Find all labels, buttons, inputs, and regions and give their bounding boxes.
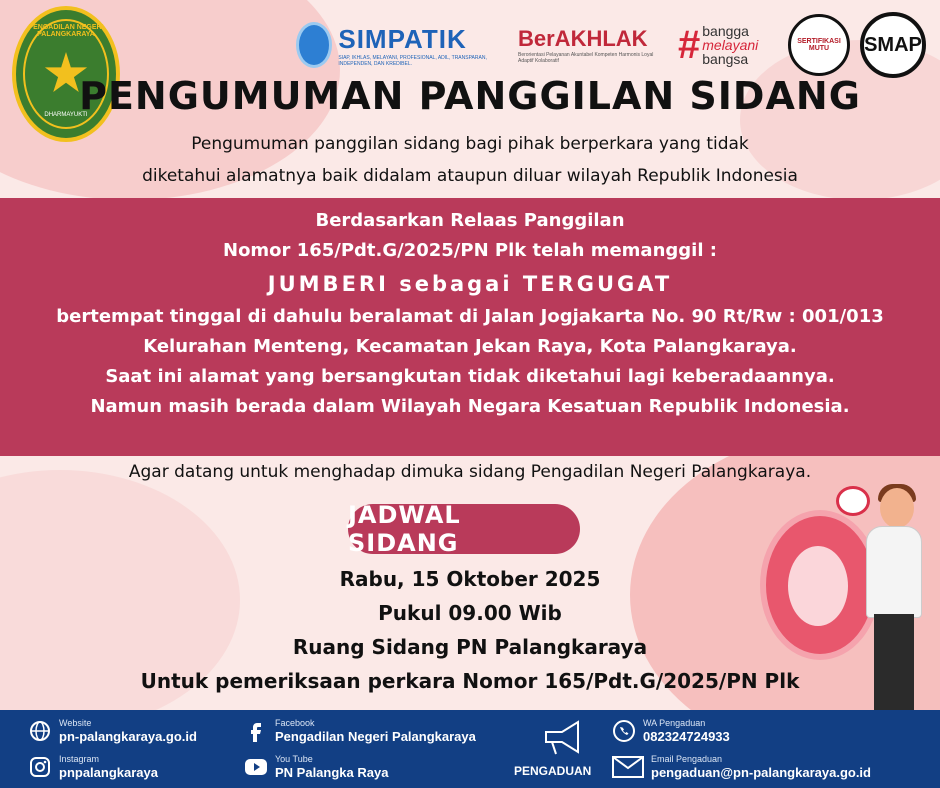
facebook-caption: Facebook <box>275 718 315 728</box>
website-link[interactable]: pn-palangkaraya.go.id <box>59 729 197 744</box>
schedule-room: Ruang Sidang PN Palangkaraya <box>292 635 648 659</box>
bangga-melayani-logo <box>678 24 778 66</box>
schedule-time: Pukul 09.00 Wib <box>378 601 562 625</box>
youtube-link[interactable]: PN Palangka Raya <box>275 765 389 780</box>
hands-icon <box>296 22 332 68</box>
youtube-icon <box>244 755 268 779</box>
hashtag-icon: # <box>678 23 701 67</box>
berakhlak-logo <box>518 26 668 64</box>
wa-caption: WA Pengaduan <box>643 718 706 728</box>
email-contact[interactable] <box>612 754 871 780</box>
banner-line: Berdasarkan Relaas Panggilan <box>315 210 625 231</box>
banner-line: bertempat tinggal di dahulu beralamat di Jalan Jogjakarta No. 90 Rt/Rw : 001/013 <box>56 306 884 327</box>
instagram-contact[interactable] <box>28 754 158 780</box>
schedule-purpose: Untuk pemeriksaan perkara Nomor 165/Pdt.G/2025/PN Plk <box>140 669 800 693</box>
website-caption: Website <box>59 718 92 728</box>
globe-icon <box>28 719 52 743</box>
facebook-icon <box>244 719 268 743</box>
banner-line: Namun masih berada dalam Wilayah Negara Kesatuan Republik Indonesia. <box>90 396 850 417</box>
page-title: PENGUMUMAN PANGGILAN SIDANG <box>79 74 861 118</box>
facebook-contact[interactable] <box>244 718 476 744</box>
intro-text <box>0 128 940 192</box>
wa-number[interactable]: 082324724933 <box>643 729 730 744</box>
berakhlak-subtitle: Berorientasi Pelayanan Akuntabel Kompeten Harmonis Loyal Adaptif Kolaboratif <box>518 52 654 64</box>
bangsa-word: bangsa <box>702 51 749 67</box>
instagram-icon <box>28 755 52 779</box>
megaphone-icon <box>760 510 880 660</box>
megaphone-icon <box>540 716 584 760</box>
simpatik-subtitle: SIAP, IKHLAS, MELAYANI, PROFESIONAL, ADIL, TRANSPARAN, INDEPENDEN, DAN KREDIBEL. <box>338 54 487 67</box>
person-body <box>866 526 922 618</box>
person-legs <box>874 614 914 710</box>
intro-line: Pengumuman panggilan sidang bagi pihak berperkara yang tidak <box>191 134 749 154</box>
banner-line: Saat ini alamat yang bersangkutan tidak diketahui lagi keberadaannya. <box>105 366 835 387</box>
intro-line: diketahui alamatnya baik didalam ataupun diluar wilayah Republik Indonesia <box>142 166 798 186</box>
small-megaphone-icon <box>836 486 870 516</box>
contact-footer <box>0 710 940 788</box>
schedule-date: Rabu, 15 Oktober 2025 <box>339 567 601 591</box>
defendant-line: JUMBERI sebagai TERGUGAT <box>267 272 673 296</box>
summons-banner <box>0 198 940 456</box>
bangga-word: bangga <box>702 23 749 39</box>
mail-icon <box>612 755 644 779</box>
whatsapp-icon <box>612 719 636 743</box>
email-caption: Email Pengaduan <box>651 754 723 764</box>
partner-logos <box>296 12 926 78</box>
simpatik-title: SIMPATIK <box>338 23 467 54</box>
seal-top-text: PENGADILAN NEGERI PALANGKARAYA <box>28 24 104 38</box>
banner-line: Nomor 165/Pdt.G/2025/PN Plk telah memanggil : <box>223 240 717 261</box>
youtube-caption: You Tube <box>275 754 313 764</box>
youtube-contact[interactable] <box>244 754 388 780</box>
attendance-notice: Agar datang untuk menghadap dimuka sidang Pengadilan Negeri Palangkaraya. <box>128 462 812 482</box>
simpatik-logo <box>296 22 508 68</box>
quality-certification-badge: SERTIFIKASI MUTU <box>788 14 850 76</box>
person-head <box>880 488 914 528</box>
schedule-heading: JADWAL SIDANG <box>348 504 580 554</box>
whatsapp-contact[interactable] <box>612 718 730 744</box>
berakhlak-title: BerAKHLAK <box>518 26 648 51</box>
smap-logo: SMAP <box>860 12 926 78</box>
website-contact[interactable] <box>28 718 197 744</box>
instagram-caption: Instagram <box>59 754 100 764</box>
pengaduan-label: PENGADUAN <box>514 764 592 778</box>
melayani-word: melayani <box>702 37 759 53</box>
instagram-link[interactable]: pnpalangkaraya <box>59 765 158 780</box>
seal-banner-text: DHARMAYUKTI <box>44 112 88 118</box>
email-link[interactable]: pengaduan@pn-palangkaraya.go.id <box>651 765 871 780</box>
facebook-link[interactable]: Pengadilan Negeri Palangkaraya <box>275 729 476 744</box>
banner-line: Kelurahan Menteng, Kecamatan Jekan Raya, Kota Palangkaraya. <box>143 336 797 357</box>
megaphone-illustration <box>760 470 940 710</box>
